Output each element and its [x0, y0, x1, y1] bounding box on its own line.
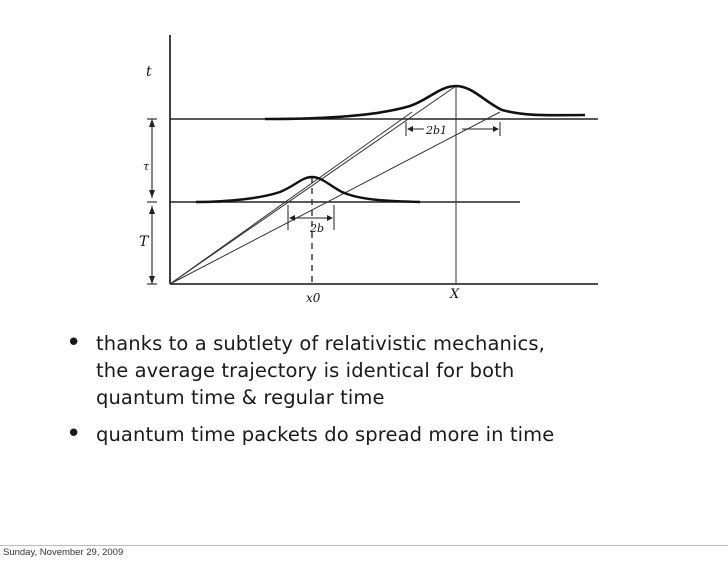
X-label: X: [450, 287, 460, 302]
x0-label: x0: [306, 291, 321, 305]
footer-bar: [0, 545, 728, 562]
footer-date: Sunday, November 29, 2009: [3, 547, 124, 558]
width-top-label: 2b1: [426, 124, 448, 137]
tau-label: τ: [143, 160, 150, 173]
arrow-tau-bottom: [149, 190, 155, 198]
lower-wave-packet: [196, 177, 420, 202]
bullet-list: [62, 330, 702, 448]
bullet-item: [62, 330, 702, 411]
width-top-arrowhead-left: [407, 126, 413, 132]
arrow-T-top: [149, 206, 155, 214]
trajectory-line-1: [170, 112, 412, 284]
bullet-marker: •: [66, 328, 82, 358]
arrow-tau-top: [149, 119, 155, 127]
bullet-line: thanks to a subtlety of relativistic mechanics,: [96, 332, 545, 355]
trajectory-line-3: [170, 86, 456, 284]
upper-wave-packet: [265, 86, 585, 119]
bullet-marker: •: [66, 419, 82, 449]
bullet-line: the average trajectory is identical for both: [96, 359, 515, 382]
bullet-item: [62, 421, 702, 448]
t-axis-label: t: [146, 64, 152, 80]
T-label: T: [139, 234, 149, 250]
bullet-line: quantum time & regular time: [96, 386, 385, 409]
width-top-arrowhead-right: [493, 126, 499, 132]
width-bottom-label: 2b: [310, 222, 325, 235]
width-bottom-arrowhead-right: [327, 215, 333, 221]
bullet-line: quantum time packets do spread more in time: [96, 423, 555, 446]
trajectory-line-2: [170, 112, 500, 284]
arrow-T-bottom: [149, 276, 155, 284]
